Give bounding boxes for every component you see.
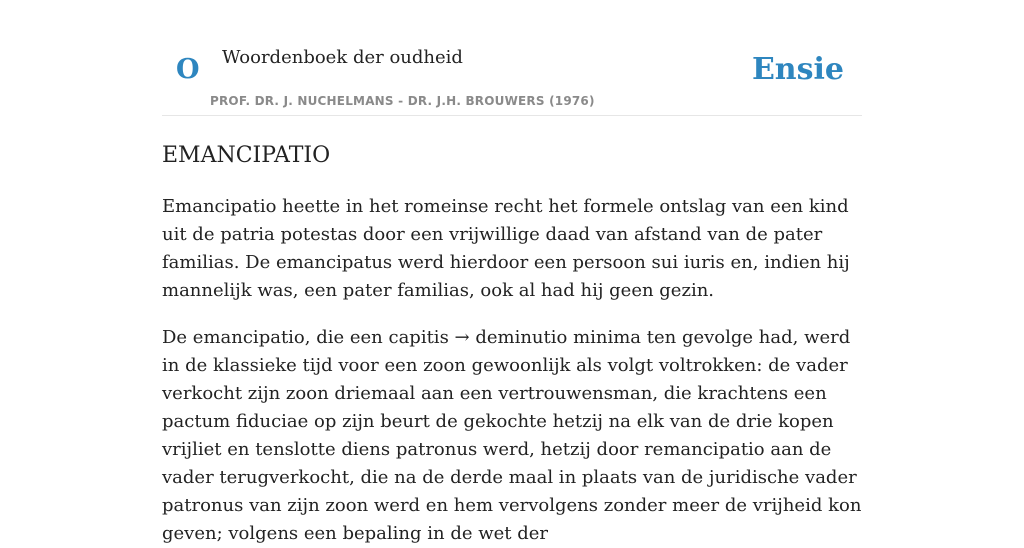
entry-paragraph: Emancipatio heette in het romeinse recht het formele ontslag van een kind uit de patria potestas door een vrijwillige daad van afstand van de pater familias. De emancipatus werd hierdoor een persoon sui iuris en, indien hij mannelijk was, een pater familias, ook al had hij geen gezin.: [162, 196, 850, 301]
header: [162, 0, 862, 116]
book-title-link[interactable]: Woordenboek der oudheid: [222, 47, 463, 68]
page: [162, 0, 862, 548]
ensie-logo[interactable]: Ensie: [751, 52, 844, 87]
book-authors: PROF. DR. J. NUCHELMANS - DR. J.H. BROUWERS (1976): [210, 94, 595, 108]
index-letter-link[interactable]: O: [176, 54, 200, 85]
entry-title: EMANCIPATIO: [162, 143, 331, 168]
entry-paragraph: De emancipatio, die een capitis → deminutio minima ten gevolge had, werd in de klassieke tijd voor een zoon gewoonlijk als volgt voltrokken: de vader verkocht zijn zoon driemaal aan een vertrouwensman, die krachtens een pactum fiduciae op zijn beurt de gekochte hetzij na elk van de drie kopen vrijliet en tenslotte diens patronus werd, hetzij door remancipatio aan de vader terugverkocht, die na de derde maal in plaats van de juridische vader patronus van zijn zoon werd en hem vervolgens zonder meer de vrijheid kon geven; volgens een bepaling in de wet der: [162, 327, 862, 544]
